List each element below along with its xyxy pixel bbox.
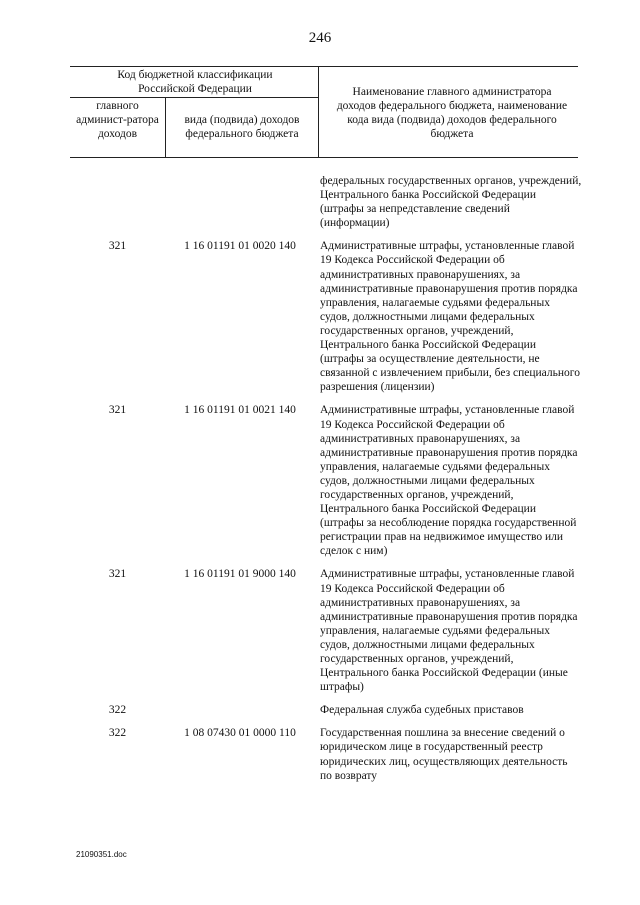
header-bottom-border (70, 157, 578, 158)
header-col1-divider (165, 97, 166, 157)
header-top-border (70, 66, 578, 67)
header-col-name: Наименование главного администратора доходов федерального бюджета, наименование кода вида (подвида) доходов федерального бюджета (336, 86, 568, 140)
table-row (70, 567, 578, 694)
header-col-admin: главного админист-ратора доходов (76, 100, 159, 140)
admin-code: 322 (108, 727, 127, 740)
document-filename: 21090351.doc (76, 850, 127, 859)
budget-code: 1 16 01191 01 9000 140 (184, 568, 296, 581)
revenue-name: Административные штрафы, установленные главой 19 Кодекса Российской Федерации об административных правонарушениях, за административные правонарушения против порядка управления, налагаемые судьями федеральных судов, должностными лицами федеральных государственных органов, учреждений, Центрального банка Российской Федерации (иные штрафы) (320, 568, 578, 694)
budget-code: 1 08 07430 01 0000 110 (184, 727, 296, 740)
admin-code: 321 (108, 240, 127, 253)
header-col-code: вида (подвида) доходов федерального бюджета (184, 114, 300, 140)
page-number: 246 (308, 30, 332, 46)
budget-code: 1 16 01191 01 0020 140 (184, 240, 296, 253)
admin-code: 321 (108, 404, 127, 417)
table-body (70, 174, 582, 783)
revenue-name: Административные штрафы, установленные главой 19 Кодекса Российской Федерации об административных правонарушениях, за административные правонарушения против порядка управления, налагаемые судьями федеральных судов, должностными лицами федеральных государственных органов, учреждений, Центрального банка Российской Федерации (штрафы за осуществление деятельности, не связанной с извлечением прибыли, без специального разрешения (лицензии) (320, 240, 580, 394)
table-row (70, 726, 578, 782)
admin-code: 322 (108, 704, 127, 717)
header-group-divider (70, 97, 318, 98)
budget-code: 1 16 01191 01 0021 140 (184, 404, 296, 417)
admin-code: 321 (108, 568, 127, 581)
revenue-name: Государственная пошлина за внесение сведений о юридическом лице в государственный реестр юридических лиц, осуществляющих деятельность по возврату (320, 727, 568, 782)
revenue-name: Федеральная служба судебных приставов (320, 704, 524, 717)
table-header (70, 66, 578, 158)
revenue-name: Административные штрафы, установленные главой 19 Кодекса Российской Федерации об административных правонарушениях, за административные правонарушения против порядка управления, налагаемые судьями федеральных судов, должностными лицами федеральных государственных органов, учреждений, Центрального банка Российской Федерации (штрафы за несоблюдение порядка государственной регистрации прав на недвижимое имущество или сделок с ним) (320, 404, 578, 558)
table-row (70, 403, 578, 558)
table-row (70, 174, 582, 230)
header-col2-divider (318, 66, 319, 158)
table-row (70, 703, 578, 717)
table-row (70, 239, 578, 394)
revenue-name: федеральных государственных органов, учреждений, Центрального банка Российской Федерации (штрафы за непредставление сведений (информации) (320, 175, 582, 230)
header-group-title: Код бюджетной классификации Российской Федерации (117, 69, 273, 95)
